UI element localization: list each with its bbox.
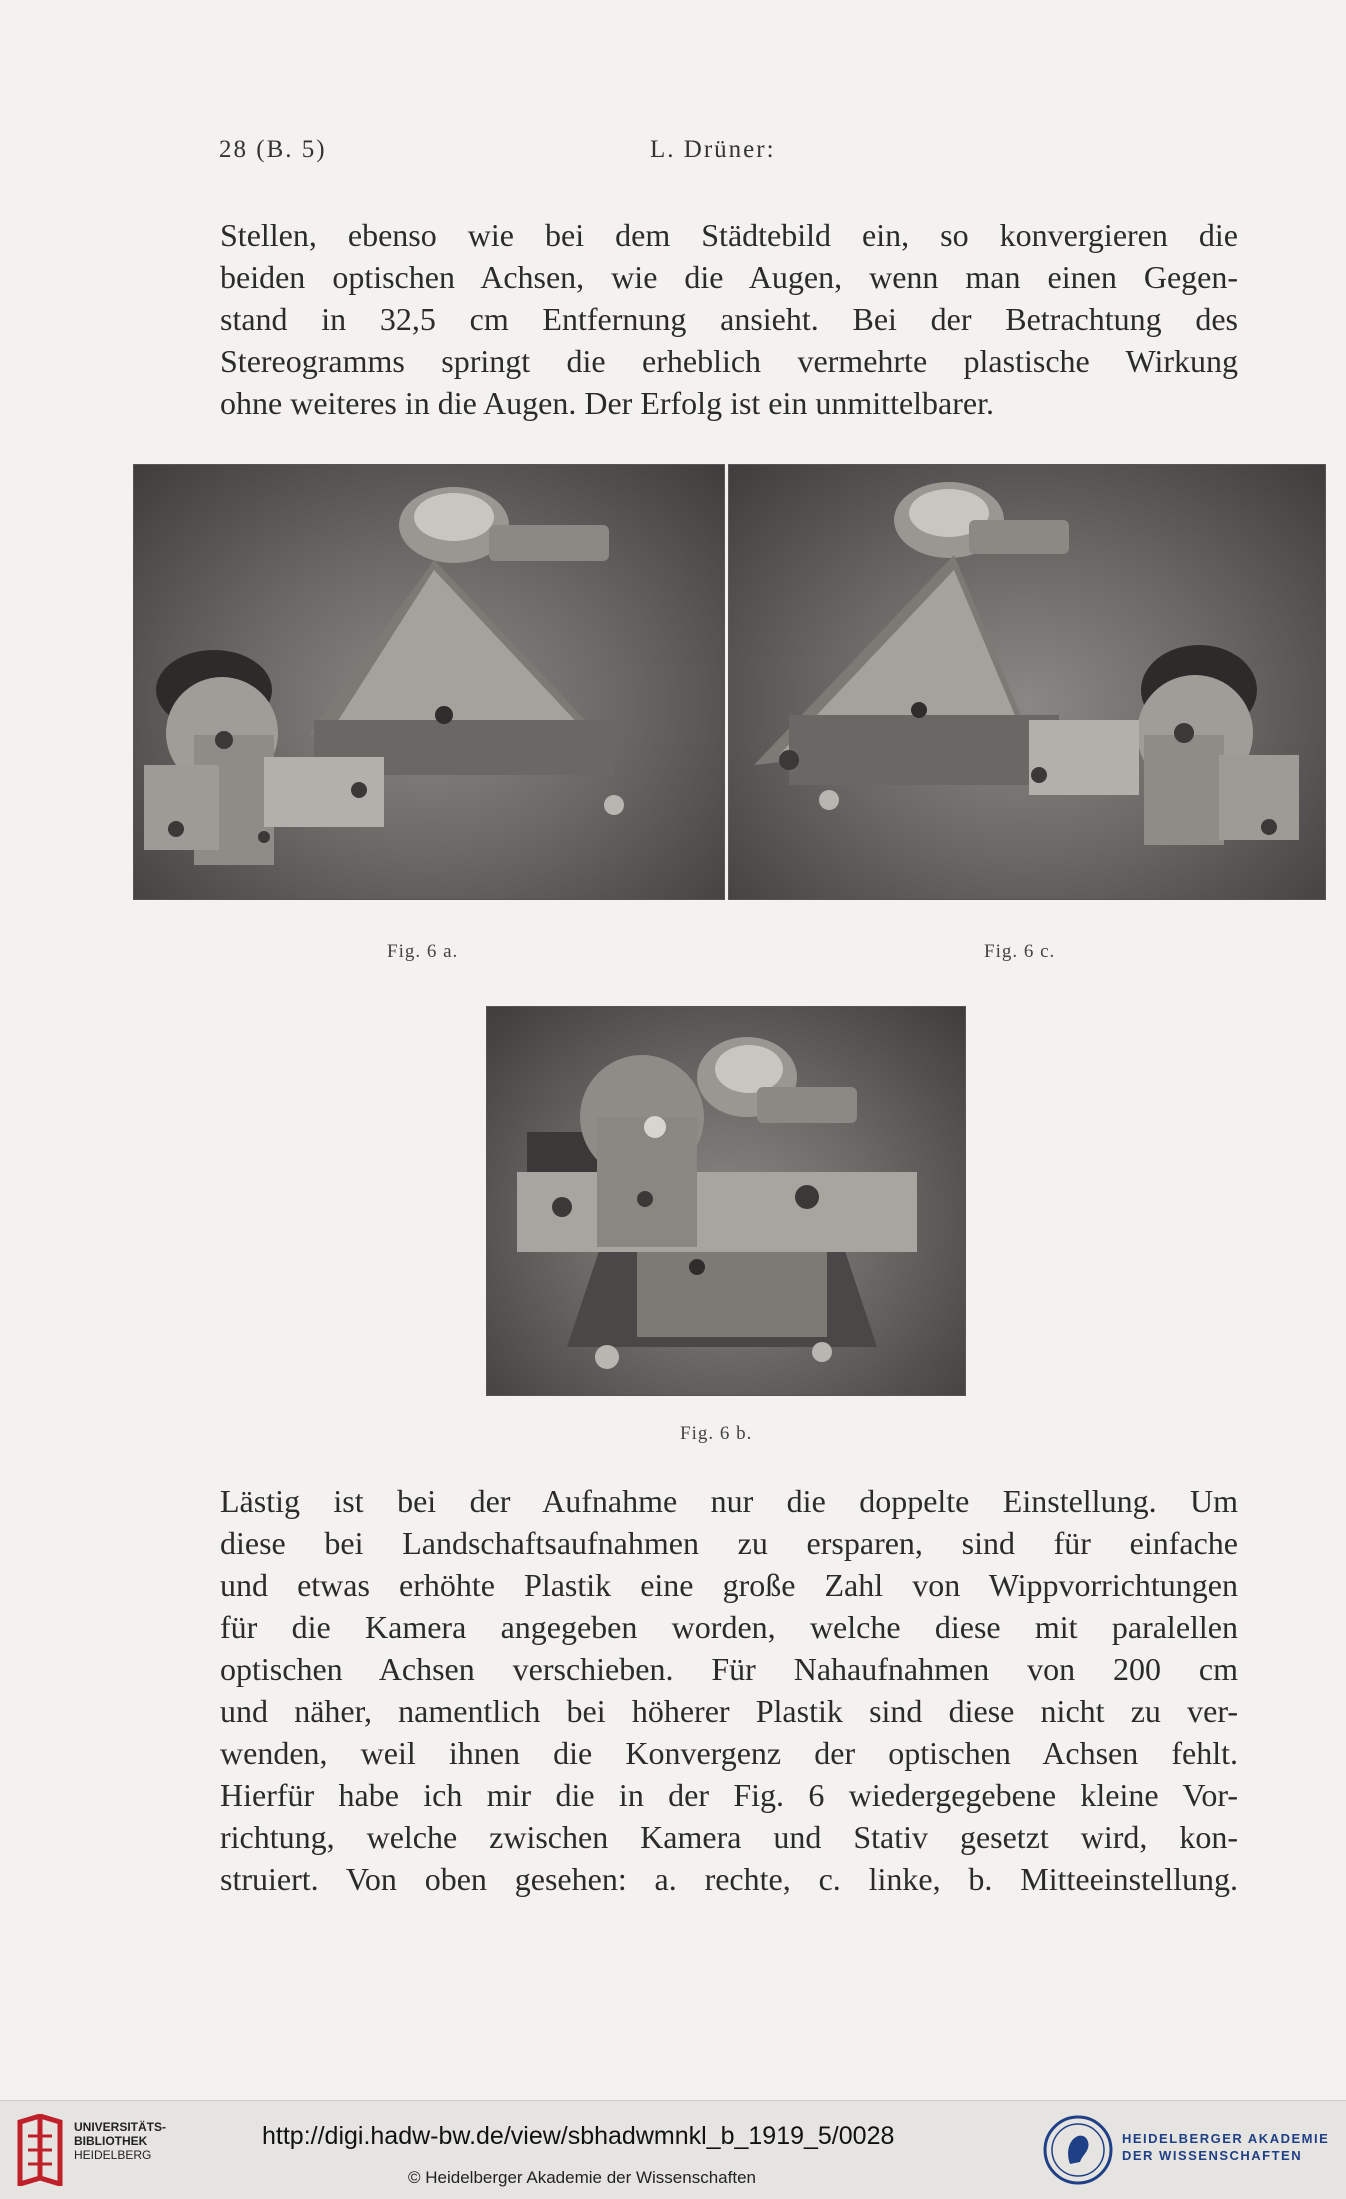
text-line: beiden optischen Achsen, wie die Augen, wenn man einen Gegen- (220, 259, 1238, 295)
academy-seal-icon[interactable] (1042, 2114, 1114, 2191)
library-line: UNIVERSITÄTS- (74, 2120, 167, 2134)
text-line: wenden, weil ihnen die Konvergenz der optischen Achsen fehlt. (220, 1735, 1238, 1771)
university-library-name (74, 2120, 166, 2162)
figure-6a-photo (133, 464, 725, 900)
figure-6c-caption: Fig. 6 c. (984, 941, 1056, 962)
text-line: und etwas erhöhte Plastik eine große Zahl von Wippvorrichtungen (220, 1567, 1238, 1603)
paragraph-1 (220, 214, 1238, 424)
figure-6c-photo (728, 464, 1326, 900)
library-line: BIBLIOTHEK (74, 2134, 148, 2148)
permalink-url[interactable]: http://digi.hadw-bw.de/view/sbhadwmnkl_b_1919_5/0028 (262, 2122, 895, 2150)
page-number: 28 (B. 5) (219, 136, 327, 163)
paragraph-2 (220, 1480, 1238, 1900)
text-line: stand in 32,5 cm Entfernung ansieht. Bei der Betrachtung des (220, 301, 1238, 337)
copyright-notice: © Heidelberger Akademie der Wissenschaften (408, 2168, 756, 2187)
figure-6b-caption: Fig. 6 b. (680, 1423, 753, 1444)
text-line: richtung, welche zwischen Kamera und Stativ gesetzt wird, kon- (220, 1819, 1238, 1855)
text-line: optischen Achsen verschieben. Für Nahaufnahmen von 200 cm (220, 1651, 1238, 1687)
text-line: ohne weiteres in die Augen. Der Erfolg ist ein unmittelbarer. (220, 385, 994, 421)
running-head-author: L. Drüner: (650, 136, 776, 163)
text-line: und näher, namentlich bei höherer Plastik sind diese nicht zu ver- (220, 1693, 1238, 1729)
text-line: Stellen, ebenso wie bei dem Städtebild ein, so konvergieren die (220, 217, 1238, 253)
academy-line: DER WISSENSCHAFTEN (1122, 2148, 1303, 2163)
text-line: diese bei Landschaftsaufnahmen zu ersparen, sind für einfache (220, 1525, 1238, 1561)
figure-6b-photo (486, 1006, 966, 1396)
text-line: Lästig ist bei der Aufnahme nur die doppelte Einstellung. Um (220, 1483, 1238, 1519)
text-line: für die Kamera angegeben worden, welche diese mit paralellen (220, 1609, 1238, 1645)
figure-6a-caption: Fig. 6 a. (387, 941, 459, 962)
text-line: Stereogramms springt die erheblich vermehrte plastische Wirkung (220, 343, 1238, 379)
academy-name (1122, 2130, 1329, 2164)
text-line: struiert. Von oben gesehen: a. rechte, c. linke, b. Mitteeinstellung. (220, 1861, 1238, 1897)
university-library-logo-icon[interactable] (14, 2114, 66, 2191)
text-line: Hierfür habe ich mir die in der Fig. 6 wiedergegebene kleine Vor- (220, 1777, 1238, 1813)
academy-line: HEIDELBERGER AKADEMIE (1122, 2131, 1330, 2146)
library-line: HEIDELBERG (74, 2148, 152, 2162)
